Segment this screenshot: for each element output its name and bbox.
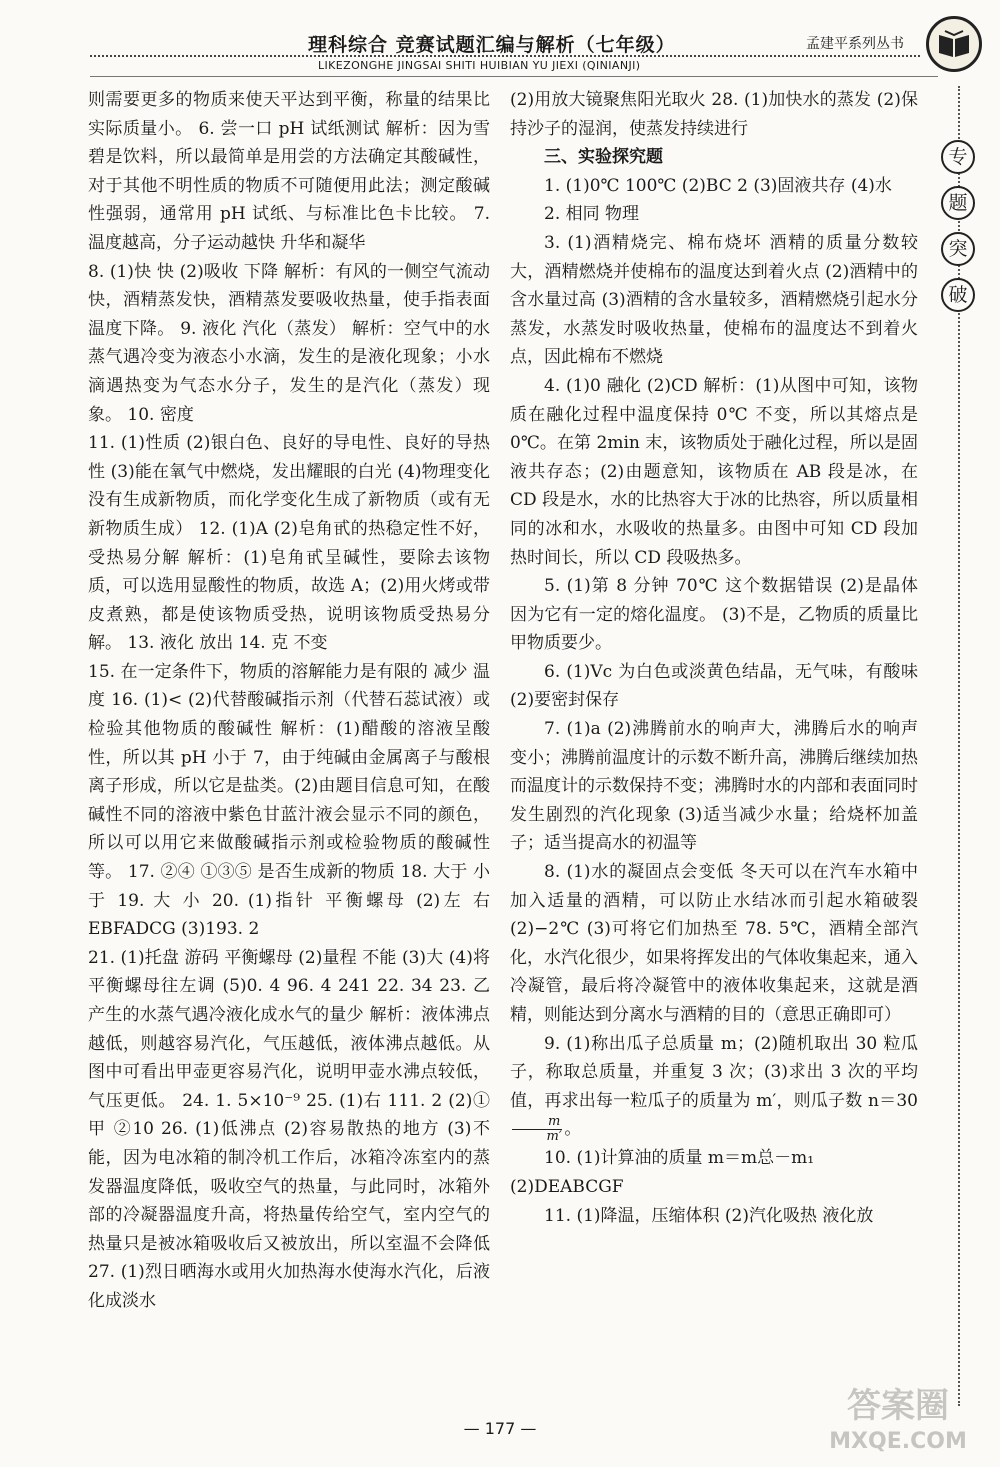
- right-column: [510, 86, 918, 1230]
- fraction-denominator: m′: [546, 1129, 562, 1145]
- answer-paragraph: 则需要更多的物质来使天平达到平衡，称量的结果比实际质量小。 6. 尝一口 pH 试纸测试 解析：因为雪碧是饮料，所以最简单是用尝的方法确定其酸碱性，对于其他不明性质的物质不可随便用此法；测定酸碱性强弱，通常用 pH 试纸、与标准比色卡比较。 7. 温度越高，分子运动越快 升华和凝华: [88, 90, 490, 253]
- side-tag-po: 破: [941, 278, 975, 312]
- fraction-tail: 。: [564, 1119, 582, 1140]
- answer-paragraph: 11. (1)性质 (2)银白色、良好的导电性、良好的导热性 (3)能在氧气中燃烧，发出耀眼的白光 (4)物理变化没有生成新物质，而化学变化生成了新物质（或有无新物质生成） 12. (1)A (2)皂角甙的热稳定性不好，受热易分解 解析：(1)皂角甙呈碱性，要除去该物质，可以选用显酸性的物质，故选 A；(2)用火烤或带皮煮熟，都是使该物质受热，说明该物质受热易分解。 13. 液化 放出 14. 克 不变: [88, 433, 490, 654]
- header-dotted-rule: [90, 55, 920, 57]
- page-number: — 177 —: [463, 1419, 537, 1438]
- book-emblem-icon: [926, 16, 982, 72]
- answer-item: (2)DEABCGF: [510, 1176, 624, 1197]
- answer-item: 11. (1)降温，压缩体积 (2)汽化吸热 液化放: [544, 1205, 874, 1226]
- answer-item: 3. (1)酒精烧完、棉布烧坏 酒精的质量分数较大，酒精燃烧并使棉布的温度达到着火点 (2)酒精中的含水量过高 (3)酒精的含水量较多，酒精燃烧引起水分蒸发，水蒸发时吸收热量，使棉布的温度达不到着火点，因此棉布不燃烧: [510, 232, 918, 368]
- page-header: [0, 0, 1000, 82]
- answer-item: 2. 相同 物理: [544, 204, 640, 225]
- side-tag-zhuan: 专: [941, 140, 975, 174]
- answer-item: 10. (1)计算油的质量 m＝m总－m₁: [544, 1148, 815, 1169]
- answer-paragraph: (2)用放大镜聚焦阳光取火 28. (1)加快水的蒸发 (2)保持沙子的湿润，使蒸发持续进行: [510, 90, 918, 139]
- answer-item: 7. (1)a (2)沸腾前水的响声大，沸腾后水的响声变小；沸腾前温度计的示数不断升高，沸腾后继续加热而温度计的示数保持不变；沸腾时水的内部和表面同时发生剧烈的汽化现象 (3)适当减少水量；给烧杯加盖子；适当提高水的初温等: [510, 719, 918, 854]
- answer-item: 8. (1)水的凝固点会变低 冬天可以在汽车水箱中加入适量的酒精，可以防止水结冰而引起水箱破裂 (2)−2℃ (3)可将它们加热至 78. 5℃，酒精全部汽化，水汽化很少，如果将挥发出的气体收集起来，通入冷凝管，最后将冷凝管中的液体收集起来，这就是酒精，则能达到分离水与酒精的目的（意思正确即可）: [510, 862, 918, 1025]
- fraction: [512, 1115, 562, 1144]
- answer-item: 5. (1)第 8 分钟 70℃ 这个数据错误 (2)是晶体 因为它有一定的熔化温度。 (3)不是，乙物质的质量比甲物质要少。: [510, 576, 918, 654]
- watermark: [810, 1384, 986, 1462]
- fraction-numerator: m: [512, 1115, 562, 1130]
- book-title: 理科综合 竞赛试题汇编与解析（七年级）: [308, 34, 676, 56]
- answer-item: 4. (1)0 融化 (2)CD 解析：(1)从图中可知，该物质在融化过程中温度保持 0℃ 不变，所以其熔点是 0℃。在第 2min 末，该物质处于融化过程，所以是固液共存态；(2)由题意知，该物质在 AB 段是冰，在 CD 段是水，水的比热容大于冰的比热容，所以质量相同的冰和水，水吸收的热量多。由图中可知 CD 段加热时间长，所以 CD 段吸热多。: [510, 375, 918, 568]
- answer-item: 6. (1)Vc 为白色或淡黄色结晶，无气味，有酸味 (2)要密封保存: [510, 661, 918, 711]
- series-name: 孟建平系列丛书: [806, 36, 904, 52]
- answer-paragraph: 15. 在一定条件下，物质的溶解能力是有限的 减少 温度 16. (1)< (2)代替酸碱指示剂（代替石蕊试液）或检验其他物质的酸碱性 解析：(1)醋酸的溶液呈酸性，所以其 pH 小于 7，由于纯碱由金属离子与酸根离子形成，所以它是盐类。(2)由题目信息可知，在酸碱性不同的溶液中紫色甘蓝汁液会显示不同的颜色，所以可以用它来做酸碱指示剂或检验物质的酸碱性等。 17. ②④ ①③⑤ 是否生成新的物质 18. 大于 小于 19. 大 小 20. (1)指针 平衡螺母 (2)左 右 EBFADCG (3)193. 2: [88, 661, 490, 940]
- watermark-text: 答案圈: [847, 1386, 949, 1426]
- answer-item-text: 9. (1)称出瓜子总质量 m；(2)随机取出 30 粒瓜子，称取总质量，并重复 3 次；(3)求出 3 次的平均值，再求出每一粒瓜子的质量为 m′，则瓜子数 n＝30: [510, 1033, 918, 1111]
- answer-item: [510, 1030, 918, 1145]
- side-tag-ti: 题: [941, 186, 975, 220]
- left-column: [88, 86, 490, 1316]
- answer-paragraph: 8. (1)快 快 (2)吸收 下降 解析：有风的一侧空气流动快，酒精蒸发快，酒精蒸发要吸收热量，使手指表面温度下降。 9. 液化 汽化（蒸发） 解析：空气中的水蒸气遇冷变为液态小水滴，发生的是液化现象；小水滴遇热变为气态水分子，发生的是汽化（蒸发）现象。 10. 密度: [88, 261, 490, 425]
- watermark-url: MXQE.COM: [829, 1429, 967, 1454]
- answer-item: 1. (1)0℃ 100℃ (2)BC 2 (3)固液共存 (4)水: [544, 175, 892, 196]
- section-heading: 三、实验探究题: [544, 147, 663, 168]
- side-tag-tu: 突: [941, 232, 975, 266]
- answer-paragraph: 21. (1)托盘 游码 平衡螺母 (2)量程 不能 (3)大 (4)将平衡螺母往左调 (5)0. 4 96. 4 241 22. 34 23. 乙 产生的水蒸气遇冷液化成水气的量少 解析：液体沸点越低，则越容易汽化，气压越低，液体沸点越低。从图中可看出甲壶更容易汽化，说明甲壶水沸点较低，气压更低。 24. 1. 5×10⁻⁹ 25. (1)右 111. 2 (2)①甲 ②10 26. (1)低沸点 (2)容易散热的地方 (3)不能，因为电冰箱的制冷机工作后，冰箱冷冻室内的蒸发器温度降低，吸收空气的热量，与此同时，冰箱外部的冷凝器温度升高，将热量传给空气，室内空气的热量只是被冰箱吸收后又被放出，所以室温不会降低 27. (1)烈日晒海水或用火加热海水使海水汽化，后液化成淡水: [88, 947, 490, 1311]
- book-title-pinyin: LIKEZONGHE JINGSAI SHITI HUIBIAN YU JIEXI (QINIANJI): [318, 59, 641, 72]
- header-rule: [90, 76, 938, 77]
